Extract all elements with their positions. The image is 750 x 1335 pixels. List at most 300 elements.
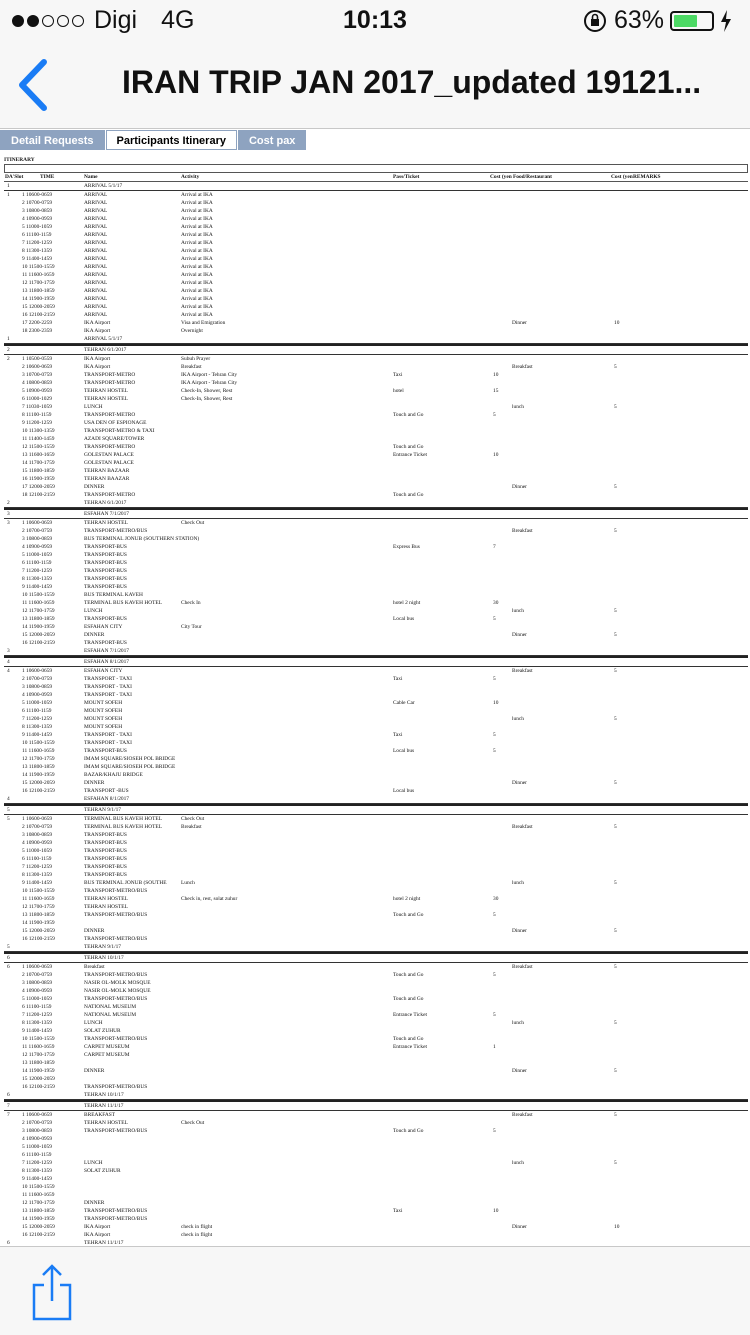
cell-name: TRANSPORT - TAXI [84, 692, 132, 698]
table-row[interactable] [4, 319, 748, 327]
day-header-row[interactable] [4, 1091, 748, 1100]
cell-name: TEHRAN 6/1/2017 [84, 347, 127, 353]
cell-time: 15 12000-2059 [22, 632, 55, 638]
cell-name: ARRIVAL [84, 200, 108, 206]
header-time: TIME [40, 174, 55, 180]
cell-food-cost: 5 [614, 880, 617, 886]
cell-time: 4 10900-0959 [22, 840, 53, 846]
table-row[interactable] [4, 847, 748, 855]
cell-time: 10 11500-1559 [22, 888, 55, 894]
table-row[interactable] [4, 419, 748, 427]
cell-time: 14 11900-1959 [22, 920, 55, 926]
table-row[interactable] [4, 1175, 748, 1183]
table-row[interactable] [4, 607, 748, 615]
cell-time: 13 11800-1859 [22, 288, 55, 294]
table-row[interactable] [4, 667, 748, 675]
cell-name: SOLAT ZUHUR [84, 1028, 121, 1034]
table-row[interactable] [4, 919, 748, 927]
cell-name: ARRIVAL [84, 272, 108, 278]
table-row[interactable] [4, 559, 748, 567]
cell-cost: 5 [493, 1012, 496, 1018]
cell-pass: hotel [393, 388, 404, 394]
table-row[interactable] [4, 863, 748, 871]
cell-day: 4 [7, 659, 10, 665]
table-row[interactable] [4, 1183, 748, 1191]
cell-time: 3 10800-0859 [22, 980, 53, 986]
table-row[interactable] [4, 543, 748, 551]
cell-pass: Touch and Go [393, 444, 424, 450]
table-row[interactable] [4, 1127, 748, 1135]
table-row[interactable] [4, 979, 748, 987]
cell-name: NASIR OL-MOLK MOSQUE [84, 988, 151, 994]
day-header-row[interactable] [4, 943, 748, 952]
cell-food-cost: 5 [614, 964, 617, 970]
cell-name: TRANSPORT-BUS [84, 856, 127, 862]
table-row[interactable] [4, 731, 748, 739]
cell-activity: IKA Airport - Tehran City [181, 372, 238, 378]
table-row[interactable] [4, 1003, 748, 1011]
table-row[interactable] [4, 879, 748, 887]
cell-time: 5 11000-1059 [22, 552, 52, 558]
cell-name: LUNCH [84, 608, 103, 614]
cell-name: ARRIVAL [84, 248, 108, 254]
cell-time: 1 10500-0559 [22, 356, 53, 362]
table-row[interactable] [4, 1067, 748, 1075]
cell-food: Breakfast [512, 528, 533, 534]
cell-name: TRANSPORT-METRO/BUS [84, 912, 148, 918]
cell-name: TRANSPORT-METRO/BUS [84, 972, 148, 978]
cell-name: TEHRAN 6/1/2017 [84, 500, 127, 506]
cell-name: TRANSPORT-METRO [84, 492, 136, 498]
table-row[interactable] [4, 599, 748, 607]
table-row[interactable] [4, 1151, 748, 1159]
table-row[interactable] [4, 631, 748, 639]
tab-participants-itinerary[interactable]: Participants Itinerary [106, 130, 237, 150]
table-row[interactable] [4, 271, 748, 279]
table-row[interactable] [4, 699, 748, 707]
table-row[interactable] [4, 887, 748, 895]
cell-name: DINNER [84, 928, 105, 934]
cell-cost: 1 [493, 1044, 496, 1050]
table-row[interactable] [4, 1207, 748, 1215]
cell-cost: 5 [493, 748, 496, 754]
battery-icon [670, 11, 714, 31]
cell-food: Dinner [512, 1224, 527, 1230]
table-row[interactable] [4, 363, 748, 371]
cell-activity: City Tour [181, 624, 202, 630]
table-row[interactable] [4, 387, 748, 395]
table-row[interactable] [4, 855, 748, 863]
cell-name: TEHRAN BAAZAR [84, 476, 130, 482]
cell-time: 4 10900-0959 [22, 692, 53, 698]
spreadsheet[interactable] [4, 156, 748, 1244]
table-row[interactable] [4, 483, 748, 491]
cell-name: TRANSPORT-METRO/BUS [84, 1036, 148, 1042]
cell-activity: Visa and Emigration [181, 320, 226, 326]
cell-name: TRANSPORT-METRO [84, 444, 136, 450]
cell-name: TRANSPORT-METRO & TAXI [84, 428, 155, 434]
cell-food-cost: 5 [614, 1160, 617, 1166]
cell-cost: 10 [493, 700, 499, 706]
table-row[interactable] [4, 639, 748, 647]
table-row[interactable] [4, 199, 748, 207]
cell-activity: Lunch [181, 880, 195, 886]
share-icon[interactable] [30, 1263, 74, 1321]
table-row[interactable] [4, 215, 748, 223]
cell-name: CARPET MUSEUM [84, 1052, 130, 1058]
cell-time: 1 10600-0659 [22, 1112, 53, 1118]
header-remarks: REMARKS [633, 174, 661, 180]
table-row[interactable] [4, 491, 748, 499]
cell-name: TRANSPORT - TAXI [84, 740, 132, 746]
table-row[interactable] [4, 895, 748, 903]
cell-name: TRANSPORT-BUS [84, 848, 127, 854]
table-row[interactable] [4, 191, 748, 199]
cell-time: 8 11300-1359 [22, 1020, 52, 1026]
table-row[interactable] [4, 1075, 748, 1083]
cell-time: 8 11300-1359 [22, 1168, 52, 1174]
cell-name: TEHRAN 10/1/17 [84, 955, 124, 961]
cell-time: 7 11200-1259 [22, 568, 52, 574]
table-row[interactable] [4, 739, 748, 747]
cell-time: 11 11600-1659 [22, 1044, 55, 1050]
cell-name: TRANSPORT-METRO/BUS [84, 1128, 148, 1134]
cell-pass: Local bus [393, 616, 415, 622]
table-row[interactable] [4, 1167, 748, 1175]
cell-name: TRANSPORT-METRO/BUS [84, 888, 148, 894]
cell-time: 5 11000-1059 [22, 224, 52, 230]
cell-time: 6 11000-1029 [22, 396, 52, 402]
cell-name: TRANSPORT - TAXI [84, 676, 132, 682]
day-header-row[interactable] [4, 804, 748, 815]
table-row[interactable] [4, 823, 748, 831]
cell-time: 14 11900-1959 [22, 1216, 55, 1222]
day-header-row[interactable] [4, 1100, 748, 1111]
cell-pass: Local bus [393, 788, 415, 794]
header-grid [4, 164, 748, 172]
cell-time: 15 11800-1859 [22, 468, 55, 474]
table-row[interactable] [4, 379, 748, 387]
cell-activity: Check in, rest, solat zuhur [181, 896, 238, 902]
cell-time: 1 10600-0659 [22, 816, 53, 822]
cell-name: DINNER [84, 1068, 105, 1074]
day-header-row[interactable] [4, 508, 748, 519]
table-row[interactable] [4, 355, 748, 363]
cell-time: 6 11100-1159 [22, 1004, 52, 1010]
day-header-row[interactable] [4, 344, 748, 355]
cell-time: 11 11600-1659 [22, 748, 55, 754]
table-row[interactable] [4, 567, 748, 575]
cell-name: ARRIVAL [84, 224, 108, 230]
table-row[interactable] [4, 1083, 748, 1091]
cell-food: lunch [512, 1020, 524, 1026]
table-row[interactable] [4, 287, 748, 295]
cell-food: Breakfast [512, 364, 533, 370]
cell-time: 7 11200-1259 [22, 716, 52, 722]
table-row[interactable] [4, 411, 748, 419]
cell-activity: Arrival at IKA [181, 304, 213, 310]
cell-activity: Arrival at IKA [181, 192, 213, 198]
cell-food-cost: 5 [614, 364, 617, 370]
table-row[interactable] [4, 675, 748, 683]
cell-name: TRANSPORT-METRO/BUS [84, 936, 148, 942]
table-row[interactable] [4, 1191, 748, 1199]
cell-name: ARRIVAL [84, 312, 108, 318]
table-row[interactable] [4, 427, 748, 435]
cell-name: ESFAHAN 8/1/2017 [84, 659, 129, 665]
status-right [582, 6, 732, 35]
cell-name: USA DEN OF ESPIONAGE [84, 420, 147, 426]
cell-time: 12 11700-1759 [22, 608, 55, 614]
table-row[interactable] [4, 971, 748, 979]
cell-activity: Arrival at IKA [181, 200, 213, 206]
table-row[interactable] [4, 691, 748, 699]
cell-time: 16 12100-2159 [22, 936, 55, 942]
cell-time: 6 11100-1159 [22, 856, 52, 862]
table-row[interactable] [4, 911, 748, 919]
table-row[interactable] [4, 535, 748, 543]
cell-pass: Touch and Go [393, 972, 424, 978]
cell-time: 11 11600-1659 [22, 600, 55, 606]
cell-time: 5 11000-1059 [22, 996, 52, 1002]
cell-time: 4 10800-0859 [22, 380, 53, 386]
table-row[interactable] [4, 1111, 748, 1119]
table-row[interactable] [4, 295, 748, 303]
cell-time: 6 11100-1159 [22, 708, 52, 714]
table-row[interactable] [4, 623, 748, 631]
cell-activity: Arrival at IKA [181, 288, 213, 294]
table-row[interactable] [4, 403, 748, 411]
cell-activity: IKA Airport - Tehran City [181, 380, 238, 386]
table-row[interactable] [4, 1215, 748, 1223]
table-row[interactable] [4, 927, 748, 935]
day-header-row[interactable] [4, 335, 748, 344]
table-row[interactable] [4, 443, 748, 451]
table-row[interactable] [4, 747, 748, 755]
cell-time: 3 10800-0859 [22, 1128, 53, 1134]
cell-name: DINNER [84, 484, 105, 490]
cell-time: 2 10700-0759 [22, 200, 53, 206]
cell-name: ESFAHAN 8/1/2017 [84, 796, 129, 802]
cell-food: lunch [512, 404, 524, 410]
table-row[interactable] [4, 591, 748, 599]
cell-name: ARRIVAL [84, 296, 108, 302]
table-row[interactable] [4, 871, 748, 879]
cell-pass: Touch and Go [393, 1036, 424, 1042]
table-row[interactable] [4, 231, 748, 239]
table-row[interactable] [4, 459, 748, 467]
table-row[interactable] [4, 1135, 748, 1143]
table-row[interactable] [4, 279, 748, 287]
cell-day: 4 [7, 796, 10, 802]
cell-activity: Subuh Prayer [181, 356, 211, 362]
table-row[interactable] [4, 935, 748, 943]
cell-food-cost: 5 [614, 608, 617, 614]
table-row[interactable] [4, 963, 748, 971]
day-header-row[interactable] [4, 952, 748, 963]
cell-activity: Check In [181, 600, 201, 606]
cell-name: BUS TERMINAL KAVEH [84, 592, 143, 598]
cell-activity: Arrival at IKA [181, 232, 213, 238]
table-row[interactable] [4, 467, 748, 475]
table-row[interactable] [4, 1231, 748, 1239]
day-header-row[interactable] [4, 499, 748, 508]
cell-name: MOUNT SOFEH [84, 700, 123, 706]
cell-name: MOUNT SOFEH [84, 708, 123, 714]
day-header-row[interactable] [4, 656, 748, 667]
cell-name: TRANSPORT-METRO [84, 412, 136, 418]
cell-name: TERMINAL BUS KAVEH HOTEL [84, 824, 163, 830]
header-cost-2: Cost (yen [611, 174, 633, 180]
table-row[interactable] [4, 815, 748, 823]
cell-day: 6 [7, 1092, 10, 1098]
table-row[interactable] [4, 1027, 748, 1035]
cell-time: 2 10700-0759 [22, 824, 53, 830]
table-row[interactable] [4, 575, 748, 583]
table-row[interactable] [4, 303, 748, 311]
table-row[interactable] [4, 987, 748, 995]
cell-day: 3 [7, 648, 10, 654]
table-row[interactable] [4, 1059, 748, 1067]
table-row[interactable] [4, 715, 748, 723]
cell-cost: 10 [493, 372, 499, 378]
cell-name: LUNCH [84, 1160, 103, 1166]
cell-name: TRANSPORT-METRO/BUS [84, 996, 148, 1002]
cell-food-cost: 5 [614, 780, 617, 786]
table-row[interactable] [4, 435, 748, 443]
day-header-row[interactable] [4, 647, 748, 656]
cell-name: TRANSPORT-BUS [84, 552, 127, 558]
back-chevron-icon[interactable] [14, 58, 54, 112]
cell-name: IKA Airport [84, 356, 111, 362]
table-row[interactable] [4, 519, 748, 527]
table-row[interactable] [4, 683, 748, 691]
cell-pass: Taxi [393, 372, 403, 378]
table-row[interactable] [4, 831, 748, 839]
cell-day: 6 [7, 964, 10, 970]
cell-name: TRANSPORT-BUS [84, 576, 127, 582]
cell-time: 12 11700-1759 [22, 1200, 55, 1206]
table-row[interactable] [4, 551, 748, 559]
cell-pass: Touch and Go [393, 996, 424, 1002]
tab-detail-requests[interactable]: Detail Requests [0, 130, 105, 150]
cell-name: TRANSPORT-BUS [84, 864, 127, 870]
cell-food-cost: 5 [614, 484, 617, 490]
cell-time: 11 11400-1459 [22, 436, 55, 442]
tab-cost-pax[interactable]: Cost pax [238, 130, 306, 150]
table-row[interactable] [4, 771, 748, 779]
table-row[interactable] [4, 1011, 748, 1019]
day-header-row[interactable] [4, 182, 748, 191]
cell-time: 16 12100-2159 [22, 1232, 55, 1238]
table-row[interactable] [4, 247, 748, 255]
cell-name: IKA Airport [84, 320, 111, 326]
table-row[interactable] [4, 395, 748, 403]
cell-pass: Taxi [393, 1208, 403, 1214]
table-row[interactable] [4, 451, 748, 459]
cell-time: 2 10700-0759 [22, 1120, 53, 1126]
table-row[interactable] [4, 1019, 748, 1027]
table-row[interactable] [4, 583, 748, 591]
cell-name: DINNER [84, 1200, 105, 1206]
cell-time: 8 11300-1359 [22, 872, 52, 878]
cell-time: 9 11400-1459 [22, 880, 52, 886]
cell-time: 15 12000-2059 [22, 1224, 55, 1230]
cell-time: 7 11030-1059 [22, 404, 52, 410]
battery-percent: 63% [613, 6, 664, 34]
cell-name: DINNER [84, 780, 105, 786]
table-row[interactable] [4, 839, 748, 847]
cell-time: 11 11600-1659 [22, 272, 55, 278]
cell-time: 10 11500-1559 [22, 1036, 55, 1042]
cell-name: TEHRAN BAZAAR [84, 468, 130, 474]
table-row[interactable] [4, 995, 748, 1003]
table-row[interactable] [4, 1199, 748, 1207]
table-row[interactable] [4, 527, 748, 535]
cell-food: Breakfast [512, 824, 533, 830]
table-row[interactable] [4, 1159, 748, 1167]
table-row[interactable] [4, 1143, 748, 1151]
cell-activity: Arrival at IKA [181, 296, 213, 302]
table-row[interactable] [4, 239, 748, 247]
table-row[interactable] [4, 787, 748, 795]
table-row[interactable] [4, 327, 748, 335]
cell-food: lunch [512, 608, 524, 614]
table-row[interactable] [4, 1035, 748, 1043]
cell-time: 13 11800-1859 [22, 1208, 55, 1214]
cell-time: 8 11300-1359 [22, 724, 52, 730]
itinerary-rows [4, 182, 748, 1248]
table-row[interactable] [4, 1051, 748, 1059]
table-row[interactable] [4, 311, 748, 319]
cell-time: 9 11400-1459 [22, 584, 52, 590]
table-row[interactable] [4, 263, 748, 271]
table-row[interactable] [4, 371, 748, 379]
table-row[interactable] [4, 475, 748, 483]
cell-name: TRANSPORT-BUS [84, 748, 127, 754]
cell-time: 17 2200-2259 [22, 320, 53, 326]
cell-day: 1 [7, 183, 10, 189]
cell-pass: hotel 2 night [393, 600, 421, 606]
table-row[interactable] [4, 223, 748, 231]
table-row[interactable] [4, 707, 748, 715]
table-row[interactable] [4, 255, 748, 263]
table-row[interactable] [4, 1043, 748, 1051]
table-row[interactable] [4, 903, 748, 911]
table-row[interactable] [4, 1223, 748, 1231]
cell-cost: 5 [493, 1128, 496, 1134]
cell-time: 18 2300-2359 [22, 328, 53, 334]
cell-name: IMAM SQUARE/SIOSEH POL BRIDGE [84, 756, 176, 762]
cell-pass: Cable Car [393, 700, 415, 706]
cell-time: 2 10700-0759 [22, 676, 53, 682]
day-header-row[interactable] [4, 795, 748, 804]
cell-food: Breakfast [512, 1112, 533, 1118]
table-row[interactable] [4, 207, 748, 215]
cell-time: 15 12000-2059 [22, 928, 55, 934]
cell-name: TRANSPORT-BUS [84, 840, 127, 846]
cell-pass: Entrance Ticket [393, 1012, 427, 1018]
cell-day: 1 [7, 336, 10, 342]
table-row[interactable] [4, 1119, 748, 1127]
table-row[interactable] [4, 723, 748, 731]
cell-time: 16 12100-2159 [22, 640, 55, 646]
cell-time: 11 11600-1659 [22, 896, 55, 902]
table-row[interactable] [4, 763, 748, 771]
table-row[interactable] [4, 755, 748, 763]
table-row[interactable] [4, 779, 748, 787]
table-row[interactable] [4, 615, 748, 623]
